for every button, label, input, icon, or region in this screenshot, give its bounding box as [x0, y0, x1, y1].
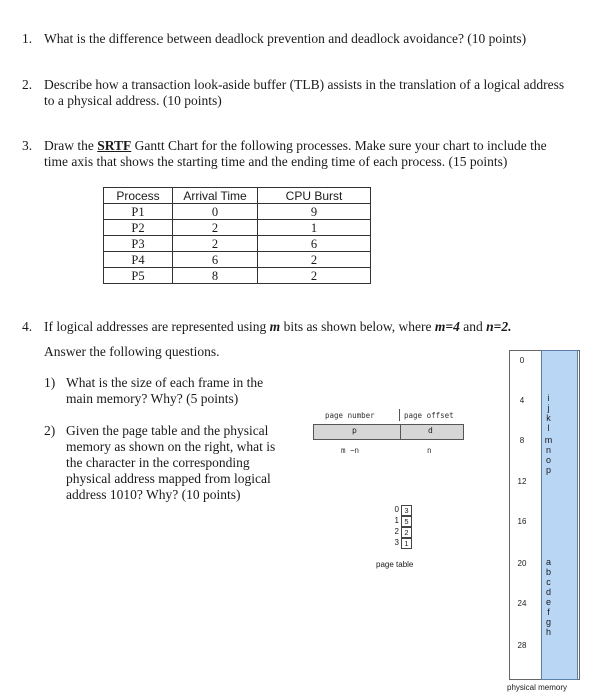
page-table — [393, 505, 409, 549]
memory-char: a — [545, 557, 551, 567]
page-table-row — [393, 527, 409, 537]
sub-question-1-line: What is the size of each frame in the — [66, 375, 264, 390]
arrival-cell: 2 — [173, 220, 258, 236]
memory-char: i — [547, 393, 550, 403]
address-label: 8 — [519, 436, 525, 445]
sub-question-2-line: address 1010? Why? (10 points) — [66, 487, 241, 502]
question-1-text: What is the difference between deadlock prevention and deadlock avoidance? (10 points) — [44, 31, 527, 46]
question-3-line2: time axis that shows the starting time and the ending time of each process. (15 points) — [44, 154, 508, 169]
label-divider — [399, 409, 400, 421]
question-4-and: and — [459, 319, 487, 334]
memory-char: b — [545, 567, 551, 577]
process-cell: P1 — [104, 204, 173, 220]
table-row — [104, 220, 371, 236]
frame-number: 5 — [401, 516, 412, 527]
memory-char: j — [547, 403, 550, 413]
page-offset-symbol: d — [428, 426, 433, 435]
page-offset-field — [400, 424, 464, 440]
memory-char: p — [545, 465, 551, 475]
question-4-number: 4. — [22, 319, 33, 334]
question-3-post: Gantt Chart for the following processes. Make sure your chart to include the — [131, 138, 547, 153]
memory-char: m — [544, 435, 553, 445]
table-row — [104, 204, 371, 220]
memory-char: f — [547, 607, 550, 617]
sub-question-2-line: Given the page table and the physical — [66, 423, 269, 438]
page-index: 2 — [394, 527, 399, 536]
page-number-label: page number — [325, 411, 375, 420]
question-4-line2: Answer the following questions. — [44, 344, 220, 359]
page-index: 0 — [394, 505, 399, 514]
address-label: 12 — [517, 477, 527, 486]
process-cell: P2 — [104, 220, 173, 236]
question-2-line2: to a physical address. (10 points) — [44, 93, 222, 108]
sub-question-2-line: the character in the corresponding — [66, 455, 250, 470]
question-4-line1 — [44, 319, 584, 335]
memory-char: g — [545, 617, 551, 627]
process-cell: P3 — [104, 236, 173, 252]
sub-question-1-number: 1) — [44, 375, 56, 390]
question-4-mid: bits as shown below, where — [280, 319, 435, 334]
question-3-line1 — [44, 138, 584, 154]
burst-cell: 1 — [258, 220, 371, 236]
process-cell: P4 — [104, 252, 173, 268]
sub-question-1-line: main memory? Why? (5 points) — [66, 391, 239, 406]
frame-number: 2 — [401, 527, 412, 538]
table-row — [104, 236, 371, 252]
process-cell: P5 — [104, 268, 173, 284]
cond-n: n=2. — [486, 319, 512, 334]
arrival-cell: 0 — [173, 204, 258, 220]
question-3-number: 3. — [22, 138, 33, 153]
page-table-row — [393, 516, 409, 526]
process-table-header — [104, 188, 371, 204]
address-label: 4 — [519, 396, 525, 405]
question-2-number: 2. — [22, 77, 33, 92]
m-minus-n-label: m −n — [341, 446, 360, 455]
burst-cell: 2 — [258, 268, 371, 284]
header-arrival-time: Arrival Time — [173, 188, 258, 204]
header-cpu-burst: CPU Burst — [258, 188, 371, 204]
page-index: 3 — [394, 538, 399, 547]
frame-number: 3 — [401, 505, 412, 516]
memory-char: h — [545, 627, 551, 637]
memory-char: k — [546, 413, 551, 423]
arrival-cell: 2 — [173, 236, 258, 252]
process-table — [103, 187, 371, 284]
table-row — [104, 252, 371, 268]
burst-cell: 6 — [258, 236, 371, 252]
memory-char: c — [546, 577, 551, 587]
physical-memory-caption: physical memory — [507, 683, 568, 692]
frame-number: 1 — [401, 538, 412, 549]
memory-char: d — [545, 587, 551, 597]
arrival-cell: 6 — [173, 252, 258, 268]
page-table-row — [393, 538, 409, 548]
header-process: Process — [104, 188, 173, 204]
cond-m: m=4 — [434, 319, 460, 334]
n-label: n — [427, 446, 432, 455]
page-table-caption: page table — [376, 560, 414, 569]
page-index: 1 — [394, 516, 399, 525]
memory-char: n — [545, 445, 551, 455]
question-4-pre: If logical addresses are represented using — [44, 319, 270, 334]
address-label: 20 — [517, 559, 527, 568]
memory-char: e — [545, 597, 551, 607]
question-2-line1: Describe how a transaction look-aside buffer (TLB) assists in the translation of a logical address — [44, 77, 565, 92]
burst-cell: 9 — [258, 204, 371, 220]
address-label: 28 — [517, 641, 527, 650]
question-3-pre: Draw the — [44, 138, 98, 153]
sub-question-2-line: physical address mapped from logical — [66, 471, 271, 486]
var-m: m — [269, 319, 281, 334]
page-number-field — [313, 424, 401, 440]
address-label: 16 — [517, 517, 527, 526]
page-offset-label: page offset — [404, 411, 454, 420]
address-label: 24 — [517, 599, 527, 608]
srtf-term: SRTF — [97, 138, 132, 153]
memory-char: o — [545, 455, 551, 465]
question-1-number: 1. — [22, 31, 33, 46]
table-row — [104, 268, 371, 284]
arrival-cell: 8 — [173, 268, 258, 284]
burst-cell: 2 — [258, 252, 371, 268]
memory-char: l — [547, 423, 550, 433]
page-table-row — [393, 505, 409, 515]
page-number-symbol: p — [352, 426, 357, 435]
sub-question-2-line: memory as shown on the right, what is — [66, 439, 276, 454]
sub-question-2-number: 2) — [44, 423, 56, 438]
address-label: 0 — [519, 356, 525, 365]
